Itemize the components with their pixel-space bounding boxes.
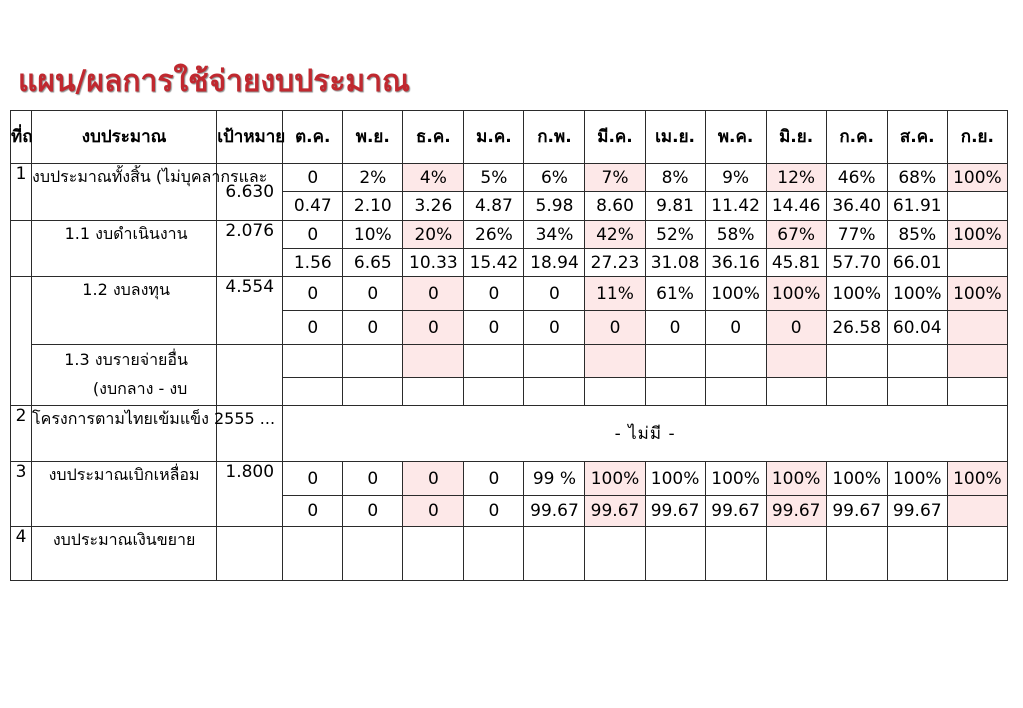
row-label: 1.1 งบดำเนินงาน — [32, 221, 217, 277]
plan-cell: 0 — [524, 277, 585, 311]
plan-cell: 100% — [705, 277, 766, 311]
plan-cell: 61% — [645, 277, 705, 311]
result-cell — [524, 378, 585, 406]
header-month: ก.พ. — [524, 111, 585, 164]
page-title: แผน/ผลการใช้จ่ายงบประมาณ — [18, 64, 410, 99]
result-cell: 0 — [766, 311, 826, 345]
empty-cell — [645, 527, 705, 581]
header-month: มี.ค. — [585, 111, 645, 164]
result-cell: 0 — [464, 311, 524, 345]
plan-cell: 0 — [283, 462, 343, 496]
plan-cell: 0 — [464, 462, 524, 496]
empty-cell — [766, 527, 826, 581]
header-budget: งบประมาณ — [32, 111, 217, 164]
plan-cell: 67% — [766, 221, 826, 249]
result-cell — [947, 496, 1007, 527]
plan-cell: 100% — [947, 221, 1007, 249]
plan-cell: 100% — [766, 277, 826, 311]
result-cell: 0 — [403, 496, 464, 527]
result-cell: 99.67 — [766, 496, 826, 527]
result-cell: 0 — [524, 311, 585, 345]
row-no: 1 — [11, 164, 32, 221]
plan-cell: 58% — [705, 221, 766, 249]
plan-cell — [464, 345, 524, 378]
result-cell — [887, 378, 947, 406]
result-cell: 15.42 — [464, 249, 524, 277]
row-label: งบประมาณเบิกเหลื่อม — [32, 462, 217, 527]
result-cell: 99.67 — [705, 496, 766, 527]
header-month: ก.ค. — [826, 111, 887, 164]
plan-cell: 100% — [887, 277, 947, 311]
plan-cell: 2% — [343, 164, 403, 192]
row-no: 4 — [11, 527, 32, 581]
plan-cell: 0 — [343, 462, 403, 496]
plan-cell: 100% — [766, 462, 826, 496]
result-cell — [343, 378, 403, 406]
plan-cell: 26% — [464, 221, 524, 249]
result-cell — [947, 311, 1007, 345]
plan-cell: 8% — [645, 164, 705, 192]
plan-cell: 68% — [887, 164, 947, 192]
plan-cell: 100% — [705, 462, 766, 496]
result-cell — [283, 378, 343, 406]
plan-cell: 100% — [826, 462, 887, 496]
plan-cell: 100% — [887, 462, 947, 496]
empty-cell — [464, 527, 524, 581]
result-cell: 45.81 — [766, 249, 826, 277]
row-no — [11, 277, 32, 406]
result-cell: 99.67 — [645, 496, 705, 527]
result-cell: 99.67 — [524, 496, 585, 527]
result-cell: 4.87 — [464, 192, 524, 221]
empty-cell — [826, 527, 887, 581]
table-row — [11, 345, 1008, 378]
result-cell: 99.67 — [887, 496, 947, 527]
row-label — [32, 345, 217, 406]
plan-cell: 6% — [524, 164, 585, 192]
result-cell: 0 — [283, 496, 343, 527]
result-cell — [705, 378, 766, 406]
plan-cell: 10% — [343, 221, 403, 249]
row-target: 2.076 — [217, 221, 283, 277]
result-cell: 14.46 — [766, 192, 826, 221]
row-label: โครงการตามไทยเข้มแข็ง 2555 ... — [32, 406, 217, 462]
plan-cell — [283, 345, 343, 378]
empty-cell — [585, 527, 645, 581]
result-cell — [585, 378, 645, 406]
empty-cell — [283, 527, 343, 581]
result-cell: 8.60 — [585, 192, 645, 221]
plan-cell: 100% — [947, 277, 1007, 311]
plan-cell — [343, 345, 403, 378]
result-cell: 36.40 — [826, 192, 887, 221]
plan-cell: 52% — [645, 221, 705, 249]
result-cell — [947, 249, 1007, 277]
plan-cell: 5% — [464, 164, 524, 192]
result-cell — [947, 192, 1007, 221]
row-no — [11, 221, 32, 277]
plan-cell: 0 — [403, 277, 464, 311]
row-no: 3 — [11, 462, 32, 527]
header-month: ส.ค. — [887, 111, 947, 164]
result-cell: 0 — [343, 496, 403, 527]
plan-cell: 9% — [705, 164, 766, 192]
result-cell: 0 — [585, 311, 645, 345]
plan-cell: 0 — [343, 277, 403, 311]
result-cell: 3.26 — [403, 192, 464, 221]
header-target: เป้าหมาย — [217, 111, 283, 164]
row-label: งบประมาณทั้งสิ้น (ไม่บุคลากรและ — [32, 164, 217, 221]
empty-cell — [947, 527, 1007, 581]
table-row — [11, 221, 1008, 249]
header-month: พ.ย. — [343, 111, 403, 164]
result-cell: 5.98 — [524, 192, 585, 221]
header-no: ที่ถ — [11, 111, 32, 164]
empty-cell — [705, 527, 766, 581]
budget-plan-table — [10, 110, 1008, 581]
plan-cell: 0 — [283, 277, 343, 311]
plan-cell — [524, 345, 585, 378]
header-month: มิ.ย. — [766, 111, 826, 164]
result-cell: 1.56 — [283, 249, 343, 277]
plan-cell: 100% — [947, 164, 1007, 192]
result-cell: 61.91 — [887, 192, 947, 221]
plan-cell: 11% — [585, 277, 645, 311]
result-cell: 9.81 — [645, 192, 705, 221]
result-cell: 66.01 — [887, 249, 947, 277]
plan-cell: 20% — [403, 221, 464, 249]
header-month: เม.ย. — [645, 111, 705, 164]
row-no: 2 — [11, 406, 32, 462]
result-cell — [464, 378, 524, 406]
result-cell: 26.58 — [826, 311, 887, 345]
row-label: งบประมาณเงินขยาย — [32, 527, 217, 581]
header-month: พ.ค. — [705, 111, 766, 164]
plan-cell: 0 — [283, 221, 343, 249]
result-cell: 0.47 — [283, 192, 343, 221]
result-cell — [947, 378, 1007, 406]
plan-cell — [585, 345, 645, 378]
header-month: ต.ค. — [283, 111, 343, 164]
plan-cell: 0 — [464, 277, 524, 311]
result-cell: 57.70 — [826, 249, 887, 277]
plan-cell: 100% — [826, 277, 887, 311]
row-target: 6.630 — [217, 164, 283, 221]
empty-cell — [343, 527, 403, 581]
plan-cell: 46% — [826, 164, 887, 192]
result-cell: 31.08 — [645, 249, 705, 277]
row-target — [217, 345, 283, 406]
result-cell: 0 — [283, 311, 343, 345]
table-row — [11, 462, 1008, 496]
result-cell — [403, 378, 464, 406]
table-row — [11, 527, 1008, 581]
row-label: 1.2 งบลงทุน — [32, 277, 217, 345]
result-cell — [645, 378, 705, 406]
plan-cell: 0 — [403, 462, 464, 496]
result-cell: 0 — [403, 311, 464, 345]
plan-cell — [645, 345, 705, 378]
header-row — [11, 111, 1008, 164]
plan-cell: 100% — [645, 462, 705, 496]
table-row — [11, 406, 1008, 462]
plan-cell: 12% — [766, 164, 826, 192]
no-data-note: - ไม่มี - — [283, 406, 1008, 462]
plan-cell — [826, 345, 887, 378]
plan-cell: 7% — [585, 164, 645, 192]
header-month: ธ.ค. — [403, 111, 464, 164]
result-cell — [766, 378, 826, 406]
plan-cell: 0 — [283, 164, 343, 192]
empty-cell — [524, 527, 585, 581]
empty-cell — [887, 527, 947, 581]
result-cell: 0 — [464, 496, 524, 527]
plan-cell: 42% — [585, 221, 645, 249]
result-cell: 0 — [343, 311, 403, 345]
row-label-line: 1.3 งบรายจ่ายอื่น — [64, 350, 188, 369]
plan-cell — [887, 345, 947, 378]
result-cell: 2.10 — [343, 192, 403, 221]
result-cell: 99.67 — [585, 496, 645, 527]
plan-cell: 4% — [403, 164, 464, 192]
result-cell: 6.65 — [343, 249, 403, 277]
row-target — [217, 527, 283, 581]
result-cell: 18.94 — [524, 249, 585, 277]
plan-cell — [403, 345, 464, 378]
empty-cell — [403, 527, 464, 581]
result-cell: 60.04 — [887, 311, 947, 345]
result-cell: 0 — [645, 311, 705, 345]
plan-cell — [766, 345, 826, 378]
plan-cell: 100% — [947, 462, 1007, 496]
result-cell: 36.16 — [705, 249, 766, 277]
table-row — [11, 277, 1008, 311]
result-cell: 11.42 — [705, 192, 766, 221]
header-month: ก.ย. — [947, 111, 1007, 164]
row-target: 1.800 — [217, 462, 283, 527]
result-cell: 27.23 — [585, 249, 645, 277]
plan-cell: 85% — [887, 221, 947, 249]
result-cell — [826, 378, 887, 406]
plan-cell — [947, 345, 1007, 378]
result-cell: 0 — [705, 311, 766, 345]
result-cell: 10.33 — [403, 249, 464, 277]
row-target: 4.554 — [217, 277, 283, 345]
header-month: ม.ค. — [464, 111, 524, 164]
plan-cell: 99 % — [524, 462, 585, 496]
plan-cell: 34% — [524, 221, 585, 249]
result-cell: 99.67 — [826, 496, 887, 527]
plan-cell — [705, 345, 766, 378]
row-label-line: (งบกลาง - งบ — [92, 379, 188, 398]
table-row — [11, 164, 1008, 192]
plan-cell: 77% — [826, 221, 887, 249]
plan-cell: 100% — [585, 462, 645, 496]
